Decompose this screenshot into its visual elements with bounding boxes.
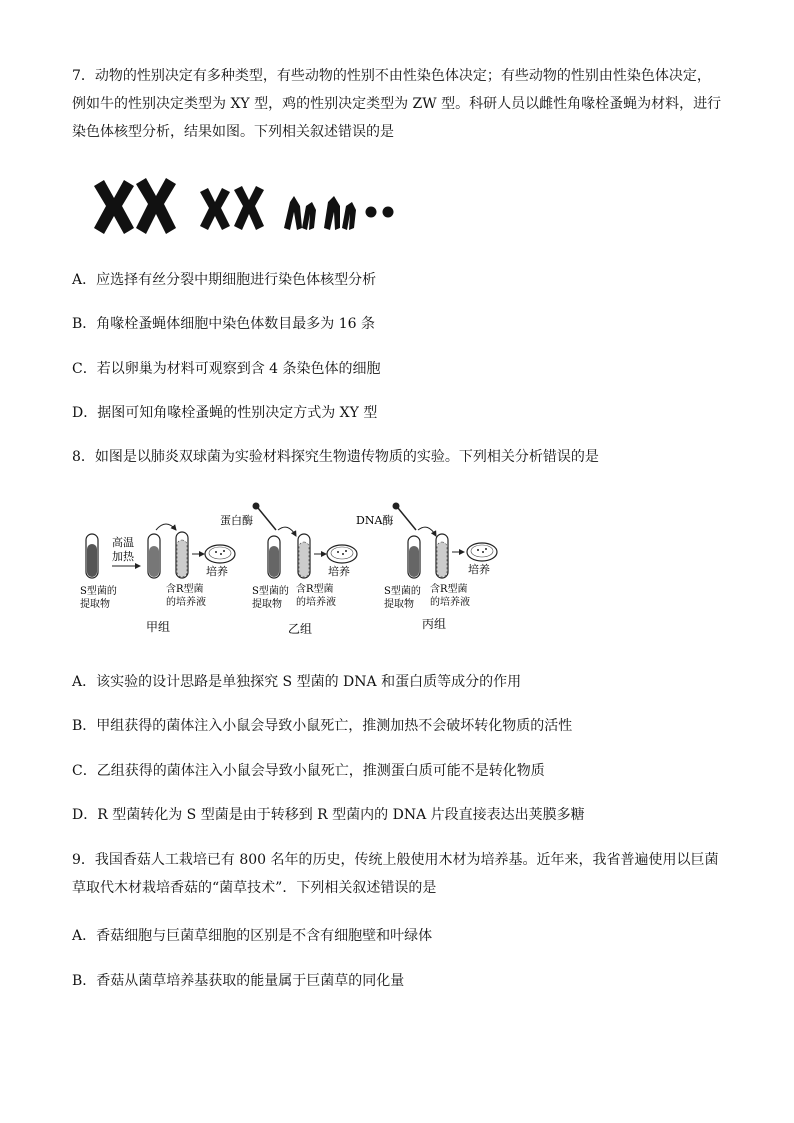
q8-option-c: C．乙组获得的菌体注入小鼠会导致小鼠死亡，推测蛋白质可能不是转化物质 — [72, 763, 545, 779]
group-c-label: 丙组 — [422, 617, 447, 631]
question-7-stem: 7．动物的性别决定有多种类型，有些动物的性别不由性染色体决定；有些动物的性别由性染色体决定，例如牛的性别决定类型为 XY 型，鸡的性别决定类型为 ZW 型。科研人员以雌性角喙栓蚤蝇为材料，进行染色体核型分析，结果如图。下列相关叙述错误的是 — [72, 68, 722, 140]
dropper-dnase — [393, 503, 417, 531]
chromosome-small-1 — [284, 196, 316, 230]
s-extract-label-c-1: S型菌的 — [384, 586, 421, 597]
chromosome-dot-2 — [383, 207, 394, 218]
test-tube-s-extract-c — [408, 536, 420, 578]
s-extract-label-a-2: 提取物 — [80, 599, 110, 610]
r-medium-label-b-2: 的培养液 — [296, 597, 336, 608]
q8-option-a: A．该实验的设计思路是单独探究 S 型菌的 DNA 和蛋白质等成分的作用 — [72, 674, 522, 690]
petri-dish-b — [327, 545, 357, 563]
heat-label-1: 高温 — [112, 536, 134, 549]
test-tube-s-extract-a — [86, 534, 98, 578]
test-tube-s-extract-b — [268, 536, 280, 578]
dropper-protease — [253, 503, 277, 531]
experiment-figure — [72, 496, 512, 646]
question-9-stem: 9．我国香菇人工栽培已有 800 名年的历史，传统上般使用木材为培养基。近年来，我省普遍使用以巨菌草取代木材栽培香菇的“菌草技术”．下列相关叙述错误的是 — [72, 852, 719, 896]
test-tube-r-medium-a — [176, 532, 188, 578]
group-a-label: 甲组 — [146, 620, 171, 634]
q7-option-d: D．据图可知角喙栓蚤蝇的性别决定方式为 XY 型 — [72, 405, 378, 421]
q7-option-c: C．若以卵巢为材料可观察到含 4 条染色体的细胞 — [72, 361, 381, 377]
s-extract-label-a-1: S型菌的 — [80, 586, 117, 597]
test-tube-heated-a — [148, 534, 160, 578]
test-tube-r-medium-b — [298, 534, 310, 578]
chromosome-large-1 — [94, 180, 134, 234]
chromosome-small-2 — [324, 196, 356, 230]
r-medium-label-a-1: 含R型菌 — [166, 584, 204, 595]
petri-dish-a — [205, 545, 235, 563]
karyotype-figure — [88, 172, 408, 242]
q7-option-b: B．角喙栓蚤蝇体细胞中染色体数目最多为 16 条 — [72, 316, 376, 332]
culture-label-a: 培养 — [206, 565, 228, 578]
protease-label: 蛋白酶 — [220, 514, 253, 527]
chromosome-medium-1 — [200, 188, 230, 230]
test-tube-r-medium-c — [436, 534, 448, 578]
chromosome-medium-2 — [234, 186, 264, 230]
s-extract-label-c-2: 提取物 — [384, 599, 414, 610]
chromosome-large-2 — [136, 178, 176, 234]
group-a-setup — [80, 524, 235, 634]
chromosome-dot-1 — [366, 207, 377, 218]
q9-option-b: B．香菇从菌草培养基获取的能量属于巨菌草的同化量 — [72, 973, 405, 989]
q7-option-a: A．应选择有丝分裂中期细胞进行染色体核型分析 — [72, 272, 377, 288]
culture-label-b: 培养 — [328, 565, 350, 578]
r-medium-label-b-1: 含R型菌 — [296, 584, 334, 595]
q9-option-a: A．香菇细胞与巨菌草细胞的区别是不含有细胞壁和叶绿体 — [72, 928, 433, 944]
group-b-setup — [220, 503, 357, 637]
r-medium-label-a-2: 的培养液 — [166, 597, 206, 608]
r-medium-label-c-1: 含R型菌 — [430, 584, 468, 595]
culture-label-c: 培养 — [468, 563, 490, 576]
q8-option-b: B．甲组获得的菌体注入小鼠会导致小鼠死亡，推测加热不会破坏转化物质的活性 — [72, 718, 573, 734]
petri-dish-c — [467, 543, 497, 561]
q8-option-d: D．R 型菌转化为 S 型菌是由于转移到 R 型菌内的 DNA 片段直接表达出荚膜多糖 — [72, 807, 585, 823]
question-8-stem: 8．如图是以肺炎双球菌为实验材料探究生物遗传物质的实验。下列相关分析错误的是 — [72, 449, 599, 465]
s-extract-label-b-2: 提取物 — [252, 599, 282, 610]
group-c-setup — [356, 503, 497, 632]
heat-label-2: 加热 — [112, 550, 134, 563]
group-b-label: 乙组 — [288, 622, 313, 636]
r-medium-label-c-2: 的培养液 — [430, 597, 470, 608]
dnase-label: DNA酶 — [356, 514, 394, 527]
s-extract-label-b-1: S型菌的 — [252, 586, 289, 597]
